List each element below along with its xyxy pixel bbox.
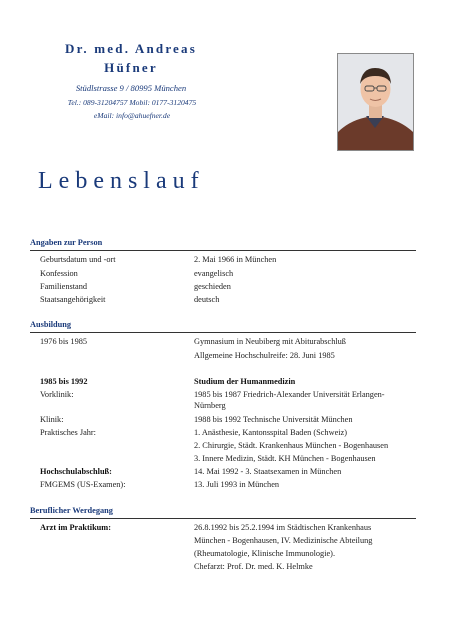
- aip-label: Arzt im Praktikum:: [40, 523, 111, 532]
- section-heading-ausbildung: Ausbildung: [30, 320, 72, 329]
- address: Stüdlstrasse 9 / 80995 München: [75, 83, 187, 93]
- abschluss-value: 14. Mai 1992 - 3. Staatsexamen in München: [194, 467, 342, 476]
- fmgems-value: 13. Juli 1993 in München: [194, 480, 280, 489]
- person-label-birth: Geburtsdatum und -ort: [40, 255, 116, 264]
- page-title: Lebenslauf: [38, 168, 205, 194]
- section-rule: [30, 332, 416, 333]
- pj-value-2: 2. Chirurgie, Städt. Krankenhaus München - Bogenhausen: [194, 441, 389, 450]
- school-value-2: Allgemeine Hochschulreife: 28. Juni 1985: [194, 351, 335, 360]
- study-value: Studium der Humanmedizin: [194, 377, 296, 386]
- section-rule: [30, 250, 416, 251]
- vorklinik-value: 1985 bis 1987 Friedrich-Alexander Universität Erlangen-Nürnberg: [194, 390, 385, 410]
- phone: Tel.: 089-31204757 Mobil: 0177-3120475: [67, 98, 197, 107]
- person-value-familienstand: geschieden: [194, 282, 231, 291]
- person-label-konfession: Konfession: [40, 269, 78, 278]
- person-value-nationality: deutsch: [194, 295, 220, 304]
- pj-value-3: 3. Innere Medizin, Städt. KH München - Bogenhausen: [194, 454, 376, 463]
- pj-label: Praktisches Jahr:: [40, 428, 96, 437]
- vorklinik-label: Vorklinik:: [40, 390, 74, 399]
- section-rule: [30, 518, 416, 519]
- abschluss-label: Hochschulabschluß:: [40, 467, 112, 476]
- fmgems-label: FMGEMS (US-Examen):: [40, 480, 126, 489]
- name-line1: [36, 40, 226, 59]
- study-label: 1985 bis 1992: [40, 377, 88, 386]
- pj-value-1: 1. Anästhesie, Kantonsspital Baden (Schweiz): [194, 428, 347, 437]
- aip-value-2: München - Bogenhausen, IV. Medizinische Abteilung: [194, 536, 373, 545]
- school-label: 1976 bis 1985: [40, 337, 88, 346]
- aip-value-3: (Rheumatologie, Klinische Immunologie).: [194, 549, 336, 558]
- klinik-label: Klinik:: [40, 415, 64, 424]
- portrait-icon: [338, 54, 413, 150]
- portrait-photo: [337, 53, 414, 151]
- name-line2-text: Hüfner: [104, 60, 158, 75]
- section-heading-werdegang: Beruflicher Werdegang: [30, 506, 113, 515]
- person-value-konfession: evangelisch: [194, 269, 234, 278]
- school-value: Gymnasium in Neubiberg mit Abiturabschluß: [194, 337, 346, 346]
- email: eMail: info@ahuefner.de: [93, 111, 171, 120]
- person-label-familienstand: Familienstand: [40, 282, 88, 291]
- aip-value-4: Chefarzt: Prof. Dr. med. K. Helmke: [194, 562, 313, 571]
- person-label-nationality: Staatsangehörigkeit: [40, 295, 106, 304]
- name-line2: [36, 59, 226, 78]
- aip-value-1: 26.8.1992 bis 25.2.1994 im Städtischen Krankenhaus: [194, 523, 372, 532]
- person-value-birth: 2. Mai 1966 in München: [194, 255, 277, 264]
- section-heading-person: Angaben zur Person: [30, 238, 103, 247]
- klinik-value: 1988 bis 1992 Technische Universität München: [194, 415, 353, 424]
- name-line1-text: Dr. med. Andreas: [65, 41, 197, 56]
